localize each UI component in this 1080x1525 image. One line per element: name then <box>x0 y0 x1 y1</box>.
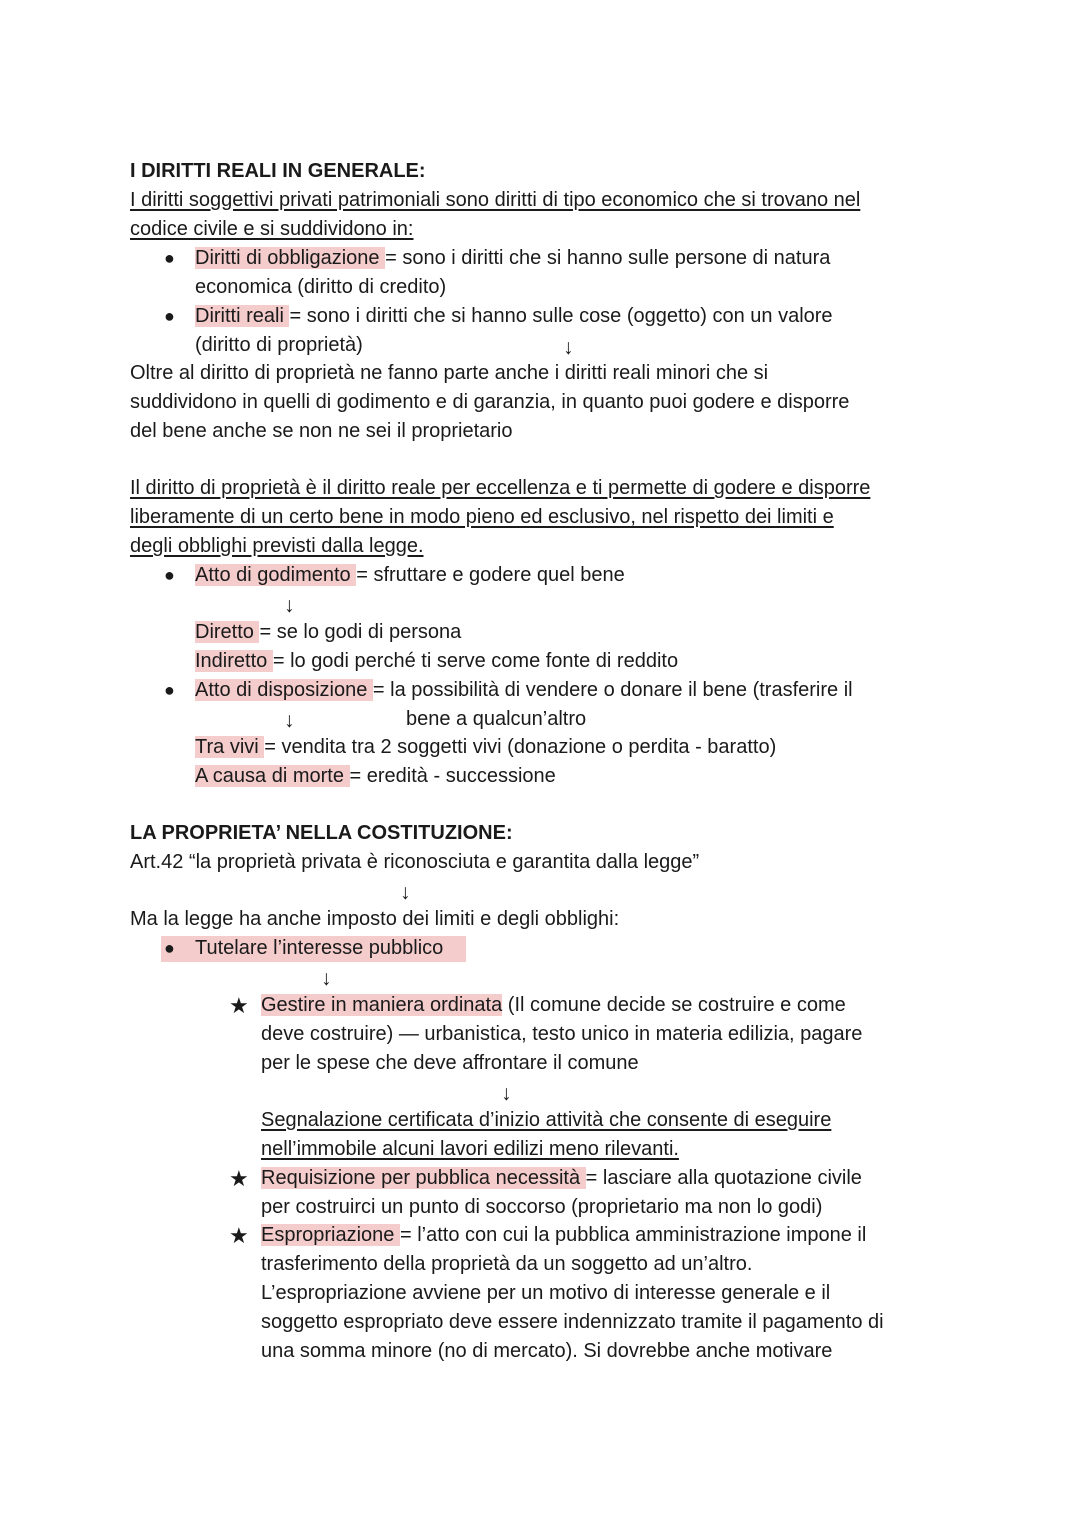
highlight-term: Atto di disposizione <box>195 679 373 701</box>
list-item-diritti-reali: Diritti reali = sono i diritti che si hanno sulle cose (oggetto) con un valore <box>195 305 833 327</box>
paragraph-line: Oltre al diritto di proprietà ne fanno parte anche i diritti reali minori che si <box>130 362 769 384</box>
arrow-down-icon: ↓ <box>284 594 295 617</box>
star-item-espropriazione: Espropriazione = l’atto con cui la pubblica amministrazione impone il <box>261 1224 867 1246</box>
scia-line: Segnalazione certificata d’inizio attività che consente di eseguire <box>261 1109 832 1131</box>
highlight-term: Diritti reali <box>195 305 290 327</box>
article-quote: Art.42 “la proprietà privata è riconosciuta e garantita dalla legge” <box>130 851 700 873</box>
bullet-icon: ● <box>164 565 175 585</box>
star-item-continuation: L’espropriazione avviene per un motivo di interesse generale e il <box>261 1282 831 1304</box>
bullet-icon: ● <box>164 938 175 958</box>
definition-line: Il diritto di proprietà è il diritto reale per eccellenza e ti permette di godere e disporre <box>130 477 871 499</box>
sub-item-indiretto: Indiretto = lo godi perché ti serve come fonte di reddito <box>195 650 679 672</box>
arrow-down-icon: ↓ <box>284 709 295 732</box>
star-item-continuation: una somma minore (no di mercato). Si dovrebbe anche motivare <box>261 1340 833 1362</box>
star-icon: ★ <box>229 993 249 1018</box>
scia-line: nell’immobile alcuni lavori edilizi meno rilevanti. <box>261 1138 679 1160</box>
arrow-down-icon: ↓ <box>563 336 574 359</box>
star-icon: ★ <box>229 1166 249 1191</box>
star-item-continuation: trasferimento della proprietà da un soggetto ad un’altro. <box>261 1253 753 1275</box>
list-item-diritti-obbligazione: Diritti di obbligazione = sono i diritti che si hanno sulle persone di natura <box>195 247 831 269</box>
bullet-icon: ● <box>164 248 175 268</box>
highlight-term: Gestire in maniera ordinata <box>261 994 503 1016</box>
bullet-icon: ● <box>164 680 175 700</box>
star-item-continuation: soggetto espropriato deve essere indennizzato tramite il pagamento di <box>261 1311 884 1333</box>
highlight-term: Espropriazione <box>261 1224 400 1246</box>
intro-line-1: I diritti soggettivi privati patrimoniali sono diritti di tipo economico che si trovano nel <box>130 189 861 211</box>
arrow-down-icon: ↓ <box>400 881 411 904</box>
arrow-down-icon: ↓ <box>321 967 332 990</box>
sub-item-tra-vivi: Tra vivi = vendita tra 2 soggetti vivi (donazione o perdita - baratto) <box>195 736 777 758</box>
arrow-down-icon: ↓ <box>501 1082 512 1105</box>
highlight-term: Requisizione per pubblica necessità <box>261 1167 586 1189</box>
star-item-continuation: deve costruire) — urbanistica, testo unico in materia edilizia, pagare <box>261 1023 863 1045</box>
definition-line: liberamente di un certo bene in modo pieno ed esclusivo, nel rispetto dei limiti e <box>130 506 834 528</box>
section-title-diritti-reali: I DIRITTI REALI IN GENERALE: <box>130 160 426 182</box>
star-item-gestire: Gestire in maniera ordinata (Il comune decide se costruire e come <box>261 994 846 1016</box>
highlight-term: A causa di morte <box>195 765 350 787</box>
highlight-term: Diritti di obbligazione <box>195 247 386 269</box>
list-item-atto-godimento: Atto di godimento = sfruttare e godere quel bene <box>195 564 625 586</box>
sub-item-diretto: Diretto = se lo godi di persona <box>195 621 462 643</box>
highlight-term: Atto di godimento <box>195 564 357 586</box>
intro-line-2: codice civile e si suddividono in: <box>130 218 414 240</box>
sub-item-causa-morte: A causa di morte = eredità - successione <box>195 765 556 787</box>
list-item-continuation: (diritto di proprietà) <box>195 334 363 356</box>
star-icon: ★ <box>229 1223 249 1248</box>
definition-line: degli obblighi previsti dalla legge. <box>130 535 424 557</box>
section-title-costituzione: LA PROPRIETA’ NELLA COSTITUZIONE: <box>130 822 513 844</box>
paragraph-line: suddividono in quelli di godimento e di garanzia, in quanto puoi godere e disporre <box>130 391 850 413</box>
bullet-icon: ● <box>164 306 175 326</box>
list-item-continuation: economica (diritto di credito) <box>195 276 447 298</box>
highlight-term: Tra vivi <box>195 736 265 758</box>
paragraph-line: del bene anche se non ne sei il proprietario <box>130 420 513 442</box>
star-item-requisizione: Requisizione per pubblica necessità = lasciare alla quotazione civile <box>261 1167 862 1189</box>
star-item-continuation: per costruirci un punto di soccorso (proprietario ma non lo godi) <box>261 1196 823 1218</box>
list-item-atto-disposizione: Atto di disposizione = la possibilità di vendere o donare il bene (trasferire il <box>195 679 853 701</box>
list-item-continuation: bene a qualcun’altro <box>406 708 587 730</box>
highlight-term: Indiretto <box>195 650 273 672</box>
star-item-continuation: per le spese che deve affrontare il comune <box>261 1052 639 1074</box>
highlight-term: Diretto <box>195 621 260 643</box>
list-item-tutelare: Tutelare l’interesse pubblico <box>195 937 444 959</box>
paragraph-line: Ma la legge ha anche imposto dei limiti e degli obblighi: <box>130 908 620 930</box>
